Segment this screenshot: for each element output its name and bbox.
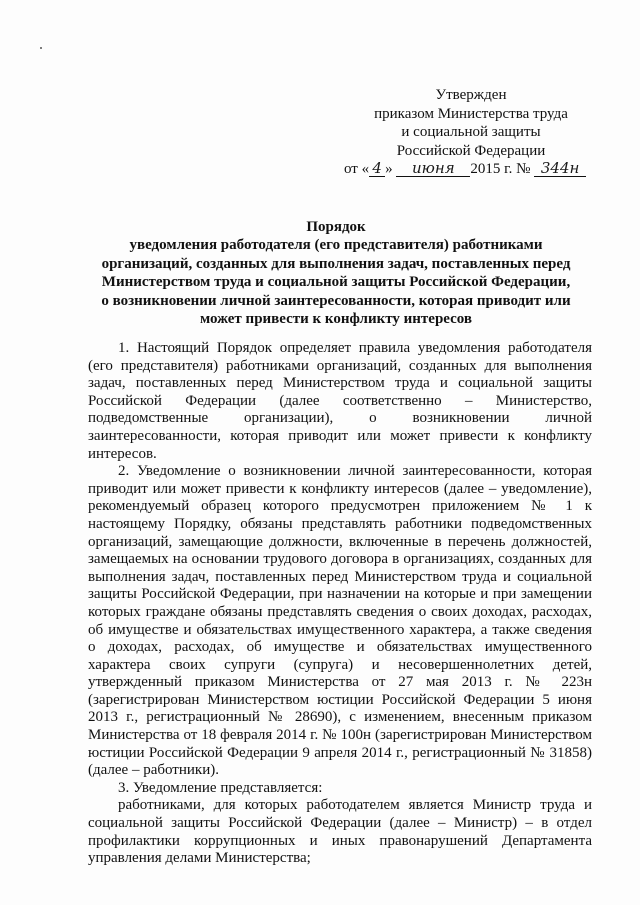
approval-line-country: Российской Федерации [396,142,546,159]
title-line-1: Порядок [306,219,366,235]
order-number-handwritten: 344н [534,161,586,177]
document-title [78,218,594,328]
approval-line-ministry: и социальной защиты [401,124,541,140]
title-line-3: организаций, созданных для выполнения задач, поставленных перед [101,255,571,272]
date-quote-close: » [385,161,393,177]
approval-line-order: приказом Министерства труда [374,105,568,122]
approval-date-line [336,160,606,179]
approval-stamp-block [336,86,606,179]
paragraph-1: 1. Настоящий Порядок определяет правила уведомления работодателя (его представителя) работниками организаций, созданных для выполнения задач, поставленных перед Министерством труда и социальной защиты Российской Федерации (далее соответственно – Министерство, подведомственные организации), о возникновении личной заинтересованности, которая приводит или может привести к конфликту интересов. [88,340,592,462]
title-line-2: уведомления работодателя (его представителя) работниками [129,237,543,254]
title-line-5: о возникновении личной заинтересованности, которая приводит или [101,292,571,309]
date-month-handwritten: июня [396,161,470,177]
title-line-4: Министерством труда и социальной защиты Российской Федерации, [101,274,571,291]
title-line-6: может привести к конфликту интересов [199,311,473,328]
paragraph-4: работниками, для которых работодателем является Министр труда и социальной защиты Российской Федерации (далее – Министр) – в отдел профилактики коррупционных и иных правонарушений Департамента управления делами Министерства; [88,797,592,867]
paragraph-2: 2. Уведомление о возникновении личной заинтересованности, которая приводит или может привести к конфликту интересов (далее – уведомление), рекомендуемый образец которого предусмотрен приложением № 1 к настоящему Порядку, обязаны представлять работники подведомственных организаций, замещающие должности, включенные в перечень должностей, замещаемых на основании трудового договора в организациях, созданных для выполнения задач, поставленных перед Министерством труда и социальной защиты Российской Федерации, при назначении на которые и при замещении которых граждане обязаны представлять сведения о своих доходах, расходах, об имуществе и обязательствах имущественного характера, а также сведения о доходах, расходах, об имуществе и обязательствах имущественного характера своих супруги (супруга) и несовершеннолетних детей, утвержденный приказом Министерства от 27 мая 2013 г. № 223н (зарегистрирован Министерством юстиции Российской Федерации 5 июня 2013 г., регистрационный № 28690), с изменением, внесенным приказом Министерства от 18 февраля 2014 г. № 100н (зарегистрирован Министерством юстиции Российской Федерации 9 апреля 2014 г., регистрационный № 31858) (далее – работники). [88,463,592,779]
approval-heading: Утвержден [435,87,507,103]
paragraph-3: 3. Уведомление представляется: [118,779,323,796]
date-day-handwritten: 4 [369,161,385,177]
scan-speck [40,47,42,49]
date-year: 2015 г. № [470,161,531,177]
date-prefix: от « [344,161,370,177]
document-body [88,340,592,868]
